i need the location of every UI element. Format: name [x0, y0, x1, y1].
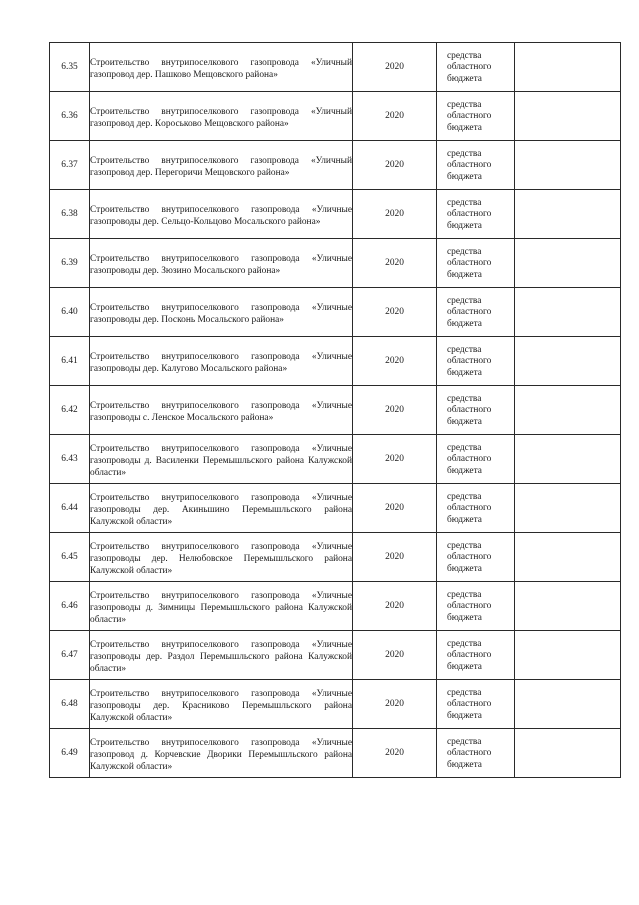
row-number: 6.39 [50, 239, 90, 288]
row-empty-cell [515, 43, 621, 92]
row-description: Строительство внутрипоселкового газопровода «Уличные газопроводы д. Василенки Перемышльского района Калужской области» [90, 444, 352, 478]
row-description-cell [90, 729, 353, 778]
row-year: 2020 [353, 631, 437, 680]
row-funding-source: средства областного бюджета [447, 589, 492, 623]
row-funding-source: средства областного бюджета [447, 736, 492, 770]
row-description: Строительство внутрипоселкового газопровода «Уличные газопроводы дер. Раздол Перемышльского района Калужской области» [90, 640, 352, 674]
row-funding-source: средства областного бюджета [447, 638, 492, 672]
row-year: 2020 [353, 533, 437, 582]
row-description-cell [90, 190, 353, 239]
table-row [50, 680, 621, 729]
row-description-cell [90, 92, 353, 141]
row-description-cell [90, 631, 353, 680]
row-description: Строительство внутрипоселкового газопровода «Уличные газопроводы дер. Калугово Мосальского района» [90, 352, 352, 374]
row-source-cell [437, 582, 515, 631]
row-number: 6.44 [50, 484, 90, 533]
table-row [50, 288, 621, 337]
row-empty-cell [515, 141, 621, 190]
row-funding-source: средства областного бюджета [447, 491, 492, 525]
row-year: 2020 [353, 92, 437, 141]
row-source-cell [437, 141, 515, 190]
table-row [50, 631, 621, 680]
row-number: 6.40 [50, 288, 90, 337]
row-source-cell [437, 680, 515, 729]
row-source-cell [437, 288, 515, 337]
row-funding-source: средства областного бюджета [447, 246, 492, 280]
row-source-cell [437, 190, 515, 239]
row-year: 2020 [353, 680, 437, 729]
table-row [50, 43, 621, 92]
table-row [50, 484, 621, 533]
row-description-cell [90, 43, 353, 92]
row-year: 2020 [353, 729, 437, 778]
row-year: 2020 [353, 239, 437, 288]
table-row [50, 386, 621, 435]
row-year: 2020 [353, 288, 437, 337]
row-description-cell [90, 680, 353, 729]
row-empty-cell [515, 239, 621, 288]
row-empty-cell [515, 484, 621, 533]
row-number: 6.43 [50, 435, 90, 484]
row-funding-source: средства областного бюджета [447, 540, 492, 574]
row-source-cell [437, 337, 515, 386]
row-empty-cell [515, 435, 621, 484]
row-description-cell [90, 337, 353, 386]
row-description: Строительство внутрипоселкового газопровода «Уличный газопровод дер. Перегоричи Мещовского района» [90, 156, 352, 178]
row-funding-source: средства областного бюджета [447, 442, 492, 476]
row-description-cell [90, 582, 353, 631]
row-funding-source: средства областного бюджета [447, 393, 492, 427]
row-source-cell [437, 239, 515, 288]
row-source-cell [437, 43, 515, 92]
row-source-cell [437, 729, 515, 778]
row-number: 6.37 [50, 141, 90, 190]
row-year: 2020 [353, 386, 437, 435]
document-page [49, 42, 620, 778]
row-number: 6.41 [50, 337, 90, 386]
row-empty-cell [515, 190, 621, 239]
row-year: 2020 [353, 484, 437, 533]
row-source-cell [437, 631, 515, 680]
row-year: 2020 [353, 141, 437, 190]
row-year: 2020 [353, 582, 437, 631]
table-row [50, 190, 621, 239]
row-number: 6.48 [50, 680, 90, 729]
row-funding-source: средства областного бюджета [447, 50, 492, 84]
row-year: 2020 [353, 435, 437, 484]
row-description: Строительство внутрипоселкового газопровода «Уличные газопроводы дер. Нелюбовское Перемышльского района Калужской области» [90, 542, 352, 576]
row-source-cell [437, 435, 515, 484]
row-funding-source: средства областного бюджета [447, 344, 492, 378]
row-funding-source: средства областного бюджета [447, 148, 492, 182]
row-description-cell [90, 533, 353, 582]
row-empty-cell [515, 680, 621, 729]
table-row [50, 337, 621, 386]
row-year: 2020 [353, 190, 437, 239]
row-number: 6.38 [50, 190, 90, 239]
row-description: Строительство внутрипоселкового газопровода «Уличные газопроводы д. Зимницы Перемышльского района Калужской области» [90, 591, 352, 625]
row-description: Строительство внутрипоселкового газопровода «Уличные газопроводы дер. Акиньшино Перемышльского района Калужской области» [90, 493, 352, 527]
table-row [50, 239, 621, 288]
row-description-cell [90, 484, 353, 533]
table-body [50, 43, 621, 778]
row-source-cell [437, 533, 515, 582]
table-row [50, 729, 621, 778]
row-empty-cell [515, 533, 621, 582]
row-description-cell [90, 141, 353, 190]
row-funding-source: средства областного бюджета [447, 99, 492, 133]
row-source-cell [437, 92, 515, 141]
table-row [50, 92, 621, 141]
row-year: 2020 [353, 337, 437, 386]
row-number: 6.36 [50, 92, 90, 141]
row-description: Строительство внутрипоселкового газопровода «Уличные газопроводы дер. Сельцо-Кольцово Мосальского района» [90, 205, 352, 227]
row-empty-cell [515, 92, 621, 141]
row-number: 6.49 [50, 729, 90, 778]
row-description: Строительство внутрипоселкового газопровода «Уличные газопровод д. Корчевские Дворики Перемышльского района Калужской области» [90, 738, 352, 772]
row-empty-cell [515, 288, 621, 337]
row-funding-source: средства областного бюджета [447, 197, 492, 231]
row-description: Строительство внутрипоселкового газопровода «Уличные газопроводы дер. Посконь Мосальского района» [90, 303, 352, 325]
row-number: 6.42 [50, 386, 90, 435]
row-description-cell [90, 288, 353, 337]
row-description: Строительство внутрипоселкового газопровода «Уличные газопроводы дер. Зюзино Мосальского района» [90, 254, 352, 276]
row-description-cell [90, 386, 353, 435]
row-description: Строительство внутрипоселкового газопровода «Уличный газопровод дер. Кoроськово Мещовского района» [90, 107, 352, 129]
row-funding-source: средства областного бюджета [447, 687, 492, 721]
row-number: 6.47 [50, 631, 90, 680]
row-description-cell [90, 239, 353, 288]
row-source-cell [437, 484, 515, 533]
row-empty-cell [515, 386, 621, 435]
row-year: 2020 [353, 43, 437, 92]
row-number: 6.45 [50, 533, 90, 582]
row-description: Строительство внутрипоселкового газопровода «Уличные газопроводы дер. Красниково Перемышльского района Калужской области» [90, 689, 352, 723]
program-table [49, 42, 621, 778]
row-description: Строительство внутрипоселкового газопровода «Уличный газопровод дер. Пашково Мещовского района» [90, 58, 352, 80]
row-empty-cell [515, 582, 621, 631]
row-number: 6.46 [50, 582, 90, 631]
row-number: 6.35 [50, 43, 90, 92]
table-row [50, 533, 621, 582]
table-row [50, 141, 621, 190]
row-empty-cell [515, 631, 621, 680]
row-source-cell [437, 386, 515, 435]
table-row [50, 582, 621, 631]
row-funding-source: средства областного бюджета [447, 295, 492, 329]
row-empty-cell [515, 729, 621, 778]
row-description-cell [90, 435, 353, 484]
row-description: Строительство внутрипоселкового газопровода «Уличные газопроводы с. Ленское Мосальского района» [90, 401, 352, 423]
table-row [50, 435, 621, 484]
row-empty-cell [515, 337, 621, 386]
